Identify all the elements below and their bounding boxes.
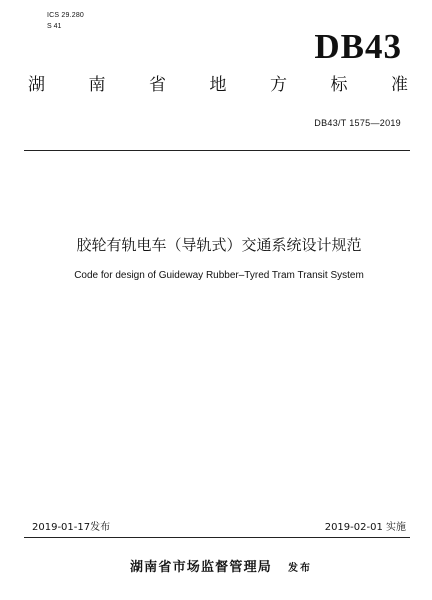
standard-type-char: 地 <box>209 75 227 95</box>
document-title-chinese: 胶轮有轨电车（导轨式）交通系统设计规范 <box>76 236 362 254</box>
standard-type-char: 准 <box>391 75 408 95</box>
standard-type-char: 标 <box>330 75 348 95</box>
implementation-date: 2019-02-01 实施 <box>324 522 406 533</box>
standard-type-char: 湖 <box>28 75 45 95</box>
classification-code: S 41 <box>47 23 62 30</box>
standard-type-char: 方 <box>270 75 287 95</box>
issuing-organization: 湖南省市场监督管理局 <box>129 560 272 575</box>
issue-date: 2019-01-17发布 <box>32 522 111 533</box>
db-logo: DB43 <box>314 27 402 66</box>
ics-code: ICS 29.280 <box>47 12 85 19</box>
bottom-divider <box>24 537 410 538</box>
issuer-line <box>0 560 432 577</box>
standard-type-heading <box>28 74 408 96</box>
top-divider <box>24 150 410 151</box>
issue-action: 发布 <box>288 563 312 574</box>
document-title-english: Code for design of Guideway Rubber–Tyred Tram Transit System <box>74 270 364 281</box>
standard-type-char: 南 <box>88 75 106 95</box>
standard-number: DB43/T 1575—2019 <box>314 118 401 128</box>
standard-type-char: 省 <box>149 75 166 95</box>
